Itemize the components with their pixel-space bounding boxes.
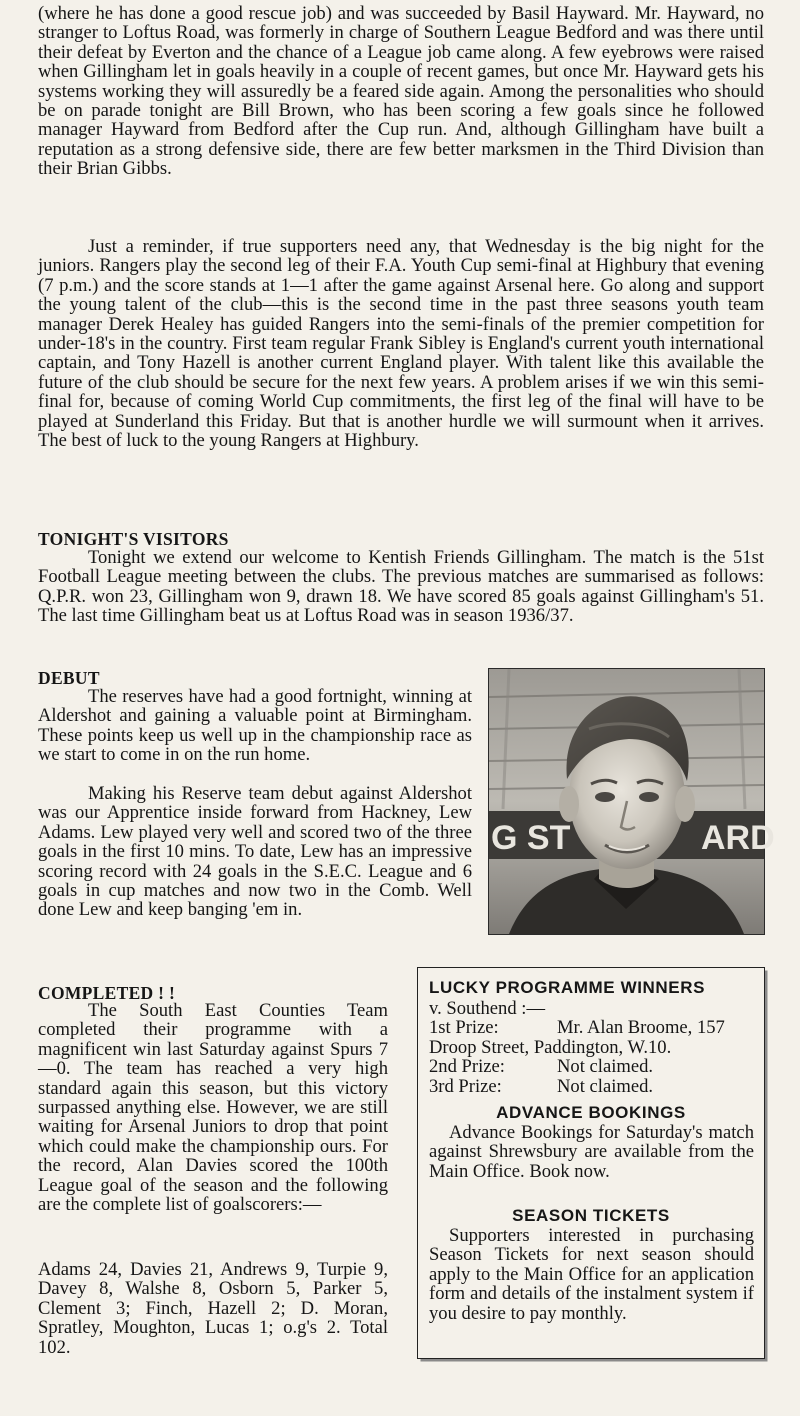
advance-bookings-title: ADVANCE BOOKINGS	[496, 1103, 686, 1122]
completed-paragraph: The South East Counties Team completed their programme with a magnificent win last Saturday against Spurs 7—0. The team has reached a very high standard again this season, but this victory surpassed anything else. However, we are still waiting for Arsenal Juniors to drop that point which could make the championship ours. For the record, Alan Davies scored the 100th League goal of the season and the following are the complete list of goalscorers:—	[38, 1000, 388, 1216]
lucky-programme-match: v. Southend :—	[429, 998, 546, 1019]
prize-value: Not claimed.	[557, 1075, 654, 1097]
prize-row	[429, 1057, 754, 1076]
visitors-paragraph: Tonight we extend our welcome to Kentish Friends Gillingham. The match is the 51st Football League meeting between the clubs. The previous matches are summarised as follows: Q.P.R. won 23, Gillingham won 9, drawn 18. We have scored 85 goals against Gillingham's 51. The last time Gillingham beat us at Loftus Road was in season 1936/37.	[38, 547, 764, 627]
prize-label: 2nd Prize:	[429, 1056, 505, 1078]
prize-value: Not claimed.	[557, 1056, 654, 1078]
debut-heading: DEBUT	[38, 668, 100, 688]
prize-value: Droop Street, Paddington, W.10.	[429, 1036, 672, 1058]
prize-value: Mr. Alan Broome, 157	[557, 1017, 725, 1039]
player-photo	[488, 668, 775, 935]
photo-sign-right: ARD	[701, 819, 775, 857]
prize-row	[429, 1038, 754, 1057]
season-tickets-title: SEASON TICKETS	[512, 1206, 670, 1225]
visitors-heading: TONIGHT'S VISITORS	[38, 529, 229, 549]
lucky-programme-title: LUCKY PROGRAMME WINNERS	[429, 978, 706, 997]
lucky-programme-winners	[429, 999, 754, 1096]
prize-label: 3rd Prize:	[429, 1075, 502, 1097]
youth-cup-paragraph: Just a reminder, if true supporters need any, that Wednesday is the big night for the juniors. Rangers play the second leg of their F.A. Youth Cup semi-final at Highbury that evening (7 p.m.) and the score stands at 1—1 after the game against Arsenal here. Go along and support the young talent of the club—this is the second time in the past three seasons youth team manager Derek Healey has guided Rangers into the semi-finals of the premier competition for under-18's in the country. First team regular Frank Sibley is England's current youth international captain, and Tony Hazell is another current England player. With talent like this available the future of the club should be secure for the next few years. A problem arises if we win this semi-final for, because of coming World Cup commitments, the first leg of the final will have to be played at Sunderland this Friday. But that is another hurdle we will surmount when it arrives. The best of luck to the young Rangers at Highbury.	[38, 236, 764, 452]
photo-sign-left: G ST	[491, 819, 571, 857]
goalscorers-list: Adams 24, Davies 21, Andrews 9, Turpie 9, Davey 8, Walshe 8, Osborn 5, Parker 5, Clement 3; Finch, Hazell 2; D. Moran, Spratley, Moughton, Lucas 1; o.g's 2. Total 102.	[38, 1259, 388, 1358]
notices-box	[417, 967, 765, 1359]
prize-row	[429, 1018, 754, 1037]
completed-heading: COMPLETED ! !	[38, 983, 176, 1003]
prize-row	[429, 1077, 754, 1096]
debut-paragraph-lew-adams: Making his Reserve team debut against Aldershot was our Apprentice inside forward from Hackney, Lew Adams. Lew played very well and scored two of the three goals in the first 10 mins. To date, Lew has an impressive scoring record with 24 goals in the S.E.C. League and 6 goals in cup matches and now two in the Comb. Well done Lew and keep banging 'em in.	[38, 783, 472, 921]
season-tickets-text: Supporters interested in purchasing Season Tickets for next season should apply to the Main Office for an application form and details of the instalment system if you desire to pay monthly.	[429, 1225, 754, 1324]
advance-bookings-text: Advance Bookings for Saturday's match against Shrewsbury are available from the Main Office. Book now.	[429, 1122, 754, 1182]
debut-paragraph-reserves: The reserves have had a good fortnight, winning at Aldershot and gaining a valuable point at Birmingham. These points keep us well up in the championship race as we start to come in on the run home.	[38, 686, 472, 766]
prize-label: 1st Prize:	[429, 1017, 499, 1039]
manager-article-paragraph: (where he has done a good rescue job) and was succeeded by Basil Hayward. Mr. Hayward, no stranger to Loftus Road, was formerly in charge of Southern League Bedford and was there until their defeat by Everton and the chance of a League job came along. A few eyebrows were raised when Gillingham let in goals heavily in a couple of recent games, but once Mr. Hayward gets his systems working they will assuredly be a feared side again. Among the personalities who should be on parade tonight are Bill Brown, who has been scoring a few goals since he followed manager Hayward from Bedford after the Cup run. And, although Gillingham have built a reputation as a strong defensive side, there are few better marksmen in the Third Division than their Brian Gibbs.	[38, 3, 764, 180]
